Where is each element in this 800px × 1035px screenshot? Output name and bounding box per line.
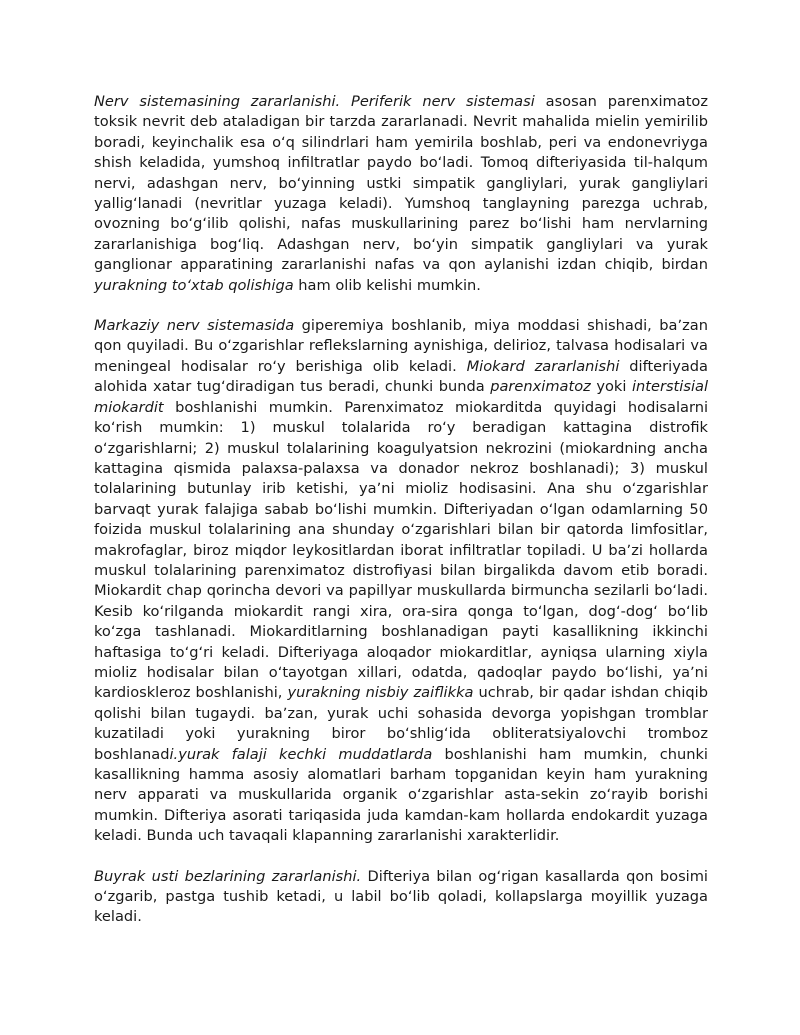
- text-run: ham olib kelishi mumkin.: [293, 276, 481, 294]
- emphasis-run: i.yurak falaji kechki muddatlarda: [169, 745, 433, 763]
- paragraph-nervous-system: [94, 92, 708, 296]
- text-run: boshlanishi ham mumkin, chunki kasallikning hamma asosiy alomatlari barham topganidan keyin ham yurakning nerv apparati va muskullarida organik oʻzgarishlar asta-sekin zoʻrayib borishi mumkin. Difteriya asorati tariqasida juda kamdan-kam hollarda endokardit yuzaga keladi. Bunda uch tavaqali klapanning zararlanishi xarakterlidir.: [94, 745, 708, 845]
- emphasis-run: Periferik nerv sistemasi: [351, 93, 535, 110]
- emphasis-run: Markaziy nerv sistemasida: [94, 317, 295, 335]
- text-run: giperemiya boshlanib, miya moddasi shishadi, baʼzan qon quyiladi. Bu oʻzgarishlar reflekslarning aynishiga, delirioz, talvasa hodisalari va meningeal hodisalar roʻy berishiga olib keladi.: [94, 317, 708, 375]
- emphasis-run: yurakning toʻxtab qolishiga: [94, 276, 294, 294]
- emphasis-run: yurakning nisbiy zaiflikka: [287, 684, 474, 702]
- heading-run: Buyrak usti bezlarining zararlanishi.: [94, 867, 362, 885]
- text-run: [340, 93, 351, 110]
- emphasis-run: interstisial miokardit: [94, 378, 708, 416]
- text-run: uchrab, bir qadar ishdan chiqib qolishi bilan tugaydi. baʼzan, yurak uchi sohasida devorga yopishgan tromblar kuzatiladi yoki yurakning biror boʻshligʻida obliteratsiyalovchi tromboz boshlanad: [94, 684, 708, 763]
- text-run: difteriyada alohida xatar tugʻdiradigan tus beradi, chunki bunda: [94, 357, 708, 396]
- paragraph-adrenal-glands: [94, 867, 708, 928]
- paragraph-myocardium: [94, 316, 708, 847]
- text-run: boshlanishi mumkin. Parenximatoz miokarditda quyidagi hodisalarni koʻrish mumkin: 1) muskul tolalarida roʻy beradigan kattagina distrofik oʻzgarishlarni; 2) muskul tolalarining koagulyatsion nekrozini (miokardning ancha kattagina qismida palaxsa-palaxsa va donador nekroz boshlanadi); 3) muskul tolalarining butunlay irib ketishi, yaʼni mioliz hodisasini. Ana shu oʻzgarishlar barvaqt yurak falajiga sabab boʻlishi mumkin. Difteriyadan oʻlgan odamlarning 50 foizida muskul tolalarining ana shunday oʻzgarishlari bilan bir qatorda limfositlar, makrofaglar, biroz miqdor leykositlardan iborat infiltratlar topiladi. U baʼzi hollarda muskul tolalarining parenximatoz distrofiyasi bilan birgalikda davom etib boradi. Miokardit chap qorincha devori va papillyar muskullarda birmuncha sezilarli boʻladi. Kesib koʻrilganda miokardit rangi xira, ora-sira qonga toʻlgan, dogʻ-dogʻ boʻlib koʻzga tashlanadi. Miokarditlarning boshlanadigan payti kasallikning ikkinchi haftasiga toʻgʻri keladi. Difteriyaga aloqador miokarditlar, ayniqsa ularning xiyla mioliz hodisalar bilan oʻtayotgan xillari, odatda, qadoqlar paydo boʻlishi, yaʼni kardioskleroz boshlanishi,: [94, 398, 708, 702]
- heading-run: Miokard zararlanishi: [466, 357, 620, 375]
- text-run: yoki: [590, 378, 632, 396]
- text-run: Difteriya bilan ogʻrigan kasallarda qon bosimi oʻzgarib, pastga tushib ketadi, u labil boʻlib qoladi, kollapslarga moyillik yuzaga keladi.: [94, 867, 708, 926]
- heading-run: Nerv sistemasining zararlanishi.: [94, 93, 341, 110]
- document-page: [94, 92, 708, 928]
- emphasis-run: parenximatoz: [490, 378, 591, 396]
- text-run: asosan parenximatoz toksik nevrit deb ataladigan bir tarzda zararlanadi. Nevrit mahalida mielin yemirilib boradi, keyinchalik esa oʻq silindrlari ham yemirila boshlab, peri va endonevriyga shish keladida, yumshoq infiltratlar paydo boʻladi. Tomoq difteriyasida til-halqum nervi, adashgan nerv, boʻyinning ustki simpatik gangliylari, yurak gangliylari yalligʻlanadi (nevritlar yuzaga keladi). Yumshoq tanglayning parezga uchrab, ovozning boʻgʻilib qolishi, nafas muskullarining parez boʻlishi ham nervlarning zararlanishiga bogʻliq. Adashgan nerv, boʻyin simpatik gangliylari va yurak ganglionar apparatining zararlanishi nafas va qon aylanishi izdan chiqib, birdan: [94, 93, 708, 274]
